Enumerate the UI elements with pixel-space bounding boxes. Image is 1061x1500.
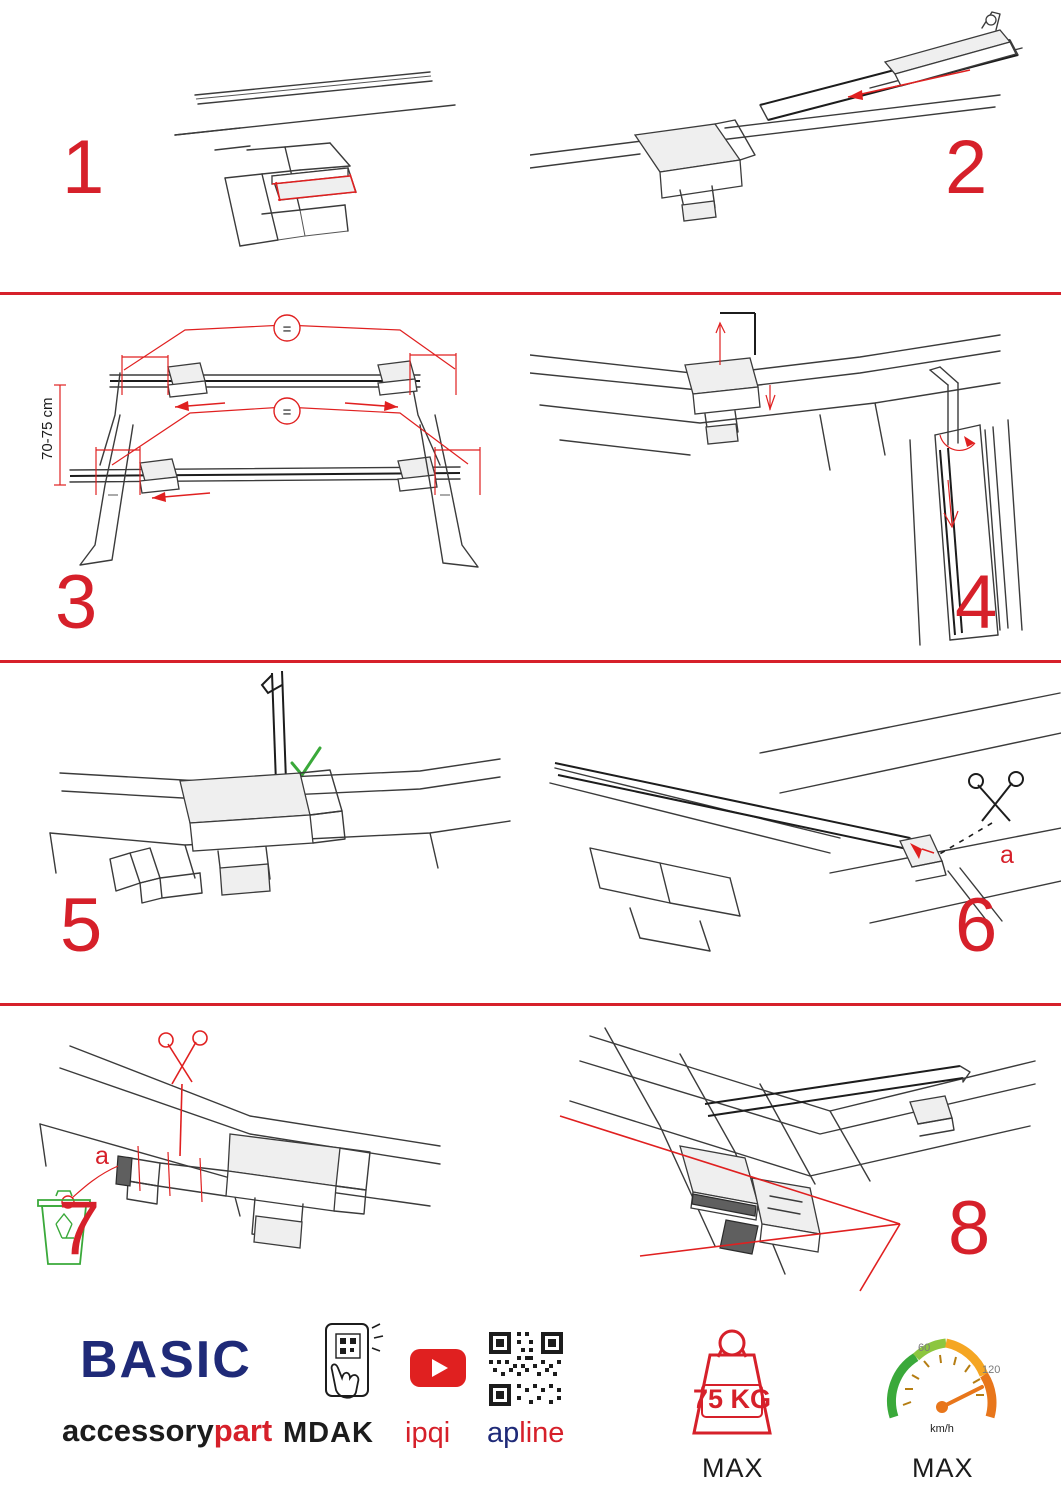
step-number-6: 6 <box>955 883 997 968</box>
brand-ap-text: ap <box>487 1417 520 1449</box>
speedometer-icon <box>872 1317 1012 1447</box>
step-number-3: 3 <box>55 560 97 645</box>
label-a-step7: a <box>95 1142 109 1170</box>
youtube-icon[interactable] <box>408 1345 468 1390</box>
speed-max-label: MAX <box>912 1453 974 1483</box>
scissors-icon <box>969 772 1023 821</box>
brand-accessory-text: accessory <box>62 1413 214 1448</box>
footer-branding <box>0 1305 1061 1500</box>
brand-ipqi-logo: ipqi <box>405 1417 451 1449</box>
step-number-1: 1 <box>62 125 104 210</box>
step-number-5: 5 <box>60 883 102 968</box>
speed-unit: km/h <box>930 1423 954 1435</box>
step-1-panel <box>0 0 530 292</box>
label-a-step6: a <box>1000 841 1014 869</box>
weight-max-label: MAX <box>702 1453 764 1483</box>
phone-qr-scan-icon <box>310 1320 390 1410</box>
step-8-panel <box>530 1006 1061 1305</box>
brand-line-text: line <box>519 1417 565 1449</box>
weight-icon <box>662 1315 802 1445</box>
equal-symbol-top: = <box>282 321 292 338</box>
step-number-4: 4 <box>955 560 997 645</box>
step-6-panel <box>530 663 1061 1003</box>
qr-code-icon[interactable] <box>487 1330 565 1408</box>
weight-value: 75 KG <box>692 1384 772 1414</box>
step-3-panel <box>0 295 530 660</box>
step-5-panel <box>0 663 530 1003</box>
brand-basic-logo: BASIC <box>80 1331 252 1389</box>
equal-symbol-bottom: = <box>282 404 292 421</box>
brand-accessorypart-logo <box>62 1413 272 1449</box>
gauge-tick-high: 120 <box>982 1364 1001 1376</box>
step-number-2: 2 <box>945 125 987 210</box>
brand-part-text: part <box>213 1413 273 1448</box>
gauge-tick-low: 60 <box>918 1342 931 1354</box>
brand-mdak-logo: MDAK <box>283 1417 374 1449</box>
distance-label: 70-75 cm <box>39 397 56 460</box>
step-number-8: 8 <box>948 1186 990 1271</box>
step-7-panel <box>0 1006 530 1305</box>
brand-apline-logo <box>487 1417 564 1450</box>
step-4-panel <box>530 295 1061 660</box>
step-number-7: 7 <box>58 1186 100 1271</box>
scissors-icon-step7 <box>159 1031 207 1156</box>
step-2-panel <box>530 0 1061 292</box>
